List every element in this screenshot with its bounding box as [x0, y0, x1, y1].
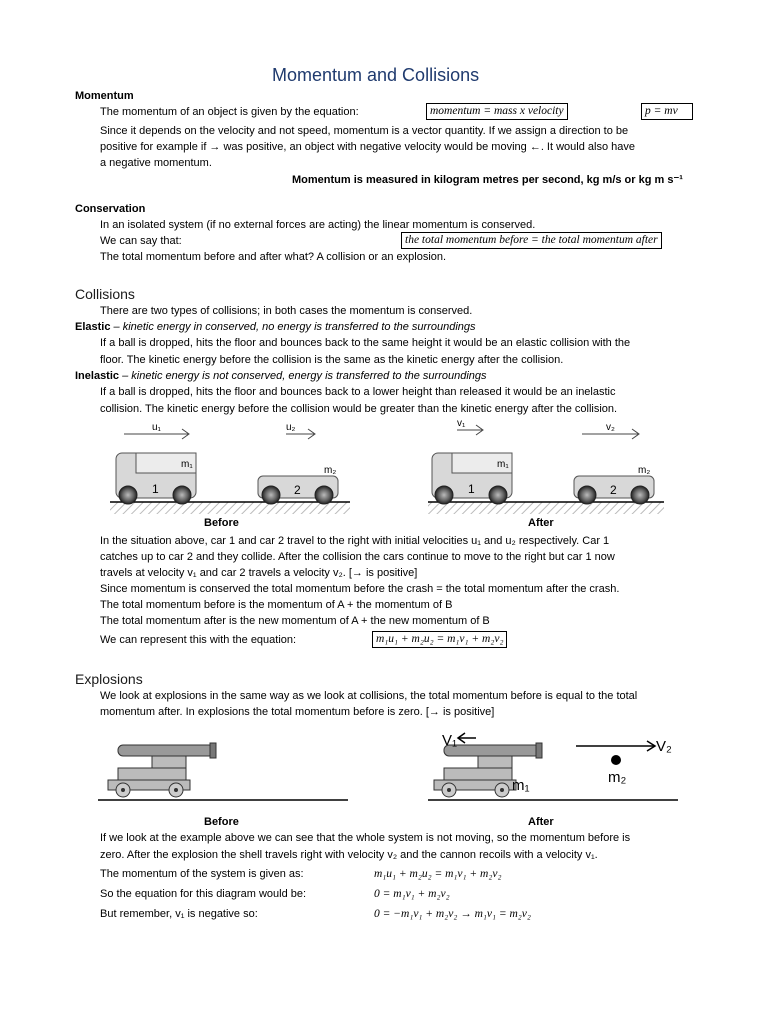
collision-diagram: [108, 418, 668, 518]
explosion-explain-2: zero. After the explosion the shell travels right with velocity v₂ and the cannon recoils with a velocity v₁.: [100, 849, 598, 861]
elastic-definition: [75, 320, 476, 334]
explosion-row-3-eq: 0 = −m₁v₁ + m₂v₂ → m₁v₁ = m₂v₂: [374, 908, 531, 920]
collisions-heading: Collisions: [75, 286, 135, 302]
explosion-diagram: [96, 728, 696, 808]
conservation-line-3: The total momentum before and after what? A collision or an explosion.: [100, 251, 447, 263]
collision-explain-2: catches up to car 2 and they collide. After the collision the cars continue to move to the right but car 1 now: [100, 551, 615, 563]
inelastic-def: – kinetic energy is not conserved, energy is transferred to the surroundings: [119, 370, 487, 382]
explosion-row-1-label: The momentum of the system is given as:: [100, 868, 304, 880]
collision-equation-line: We can represent this with the equation:: [100, 634, 297, 646]
label-v2: V₂: [656, 738, 672, 755]
explosion-explain-1: If we look at the example above we can see that the whole system is not moving, so the momentum before is: [100, 832, 631, 844]
inelastic-para-2: collision. The kinetic energy before the collision would be greater than the kinetic energy after the collision.: [100, 403, 618, 415]
momentum-equation-symbols: p = mv: [641, 103, 693, 120]
conservation-line-1: In an isolated system (if no external forces are acting) the linear momentum is conserved.: [100, 219, 536, 231]
collision-explain-4: Since momentum is conserved the total momentum before the crash = the total momentum after the crash.: [100, 583, 620, 595]
arrow-v1-left: [458, 733, 476, 743]
inelastic-para-1: If a ball is dropped, hits the floor and bounces back to a lower height than released it would be an inelastic: [100, 386, 616, 398]
label-u1: u₁: [152, 422, 161, 433]
label-m2-before: m₂: [324, 465, 337, 476]
explosion-row-3-label: But remember, v₁ is negative so:: [100, 908, 258, 920]
momentum-equation-words: momentum = mass x velocity: [426, 103, 568, 120]
elastic-para-1: If a ball is dropped, hits the floor and bounces back to the same height it would be an elastic collision with the: [100, 337, 631, 349]
explosion-row-2-eq: 0 = m₁v₁ + m₂v₂: [374, 888, 450, 900]
elastic-para-2: floor. The kinetic energy before the collision is the same as the kinetic energy after the collision.: [100, 354, 564, 366]
momentum-para-2: positive for example if → was positive, an object with negative velocity would be moving ←. It would also have: [100, 141, 635, 153]
explosions-heading: Explosions: [75, 671, 143, 687]
conservation-equation: the total momentum before = the total momentum after: [401, 232, 662, 249]
inelastic-label: Inelastic: [75, 370, 120, 382]
ground-before: [110, 502, 350, 514]
elastic-def: – kinetic energy in conserved, no energy is transferred to the surroundings: [110, 321, 476, 333]
collision-explain-5: The total momentum before is the momentum of A + the momentum of B: [100, 599, 453, 611]
collision-explain-3: travels at velocity v₁ and car 2 travels a velocity v₂. [→ is positive]: [100, 567, 418, 579]
explosion-row-1-eq: m₁u₁ + m₂u₂ = m₁v₁ + m₂v₂: [374, 868, 502, 880]
collisions-intro: There are two types of collisions; in both cases the momentum is conserved.: [100, 305, 473, 317]
momentum-heading: Momentum: [75, 90, 134, 102]
label-m2-after: m₂: [638, 465, 651, 476]
explosion-row-2-label: So the equation for this diagram would be:: [100, 888, 307, 900]
explosion-before-label: Before: [204, 816, 239, 828]
momentum-line: The momentum of an object is given by the equation:: [100, 106, 359, 118]
collision-before-label: Before: [204, 517, 239, 529]
explosions-para-2: momentum after. In explosions the total momentum before is zero. [→ is positive]: [100, 706, 495, 718]
label-v1: V₁: [442, 732, 458, 749]
collision-after-label: After: [528, 517, 554, 529]
elastic-label: Elastic: [75, 321, 111, 333]
explosion-after-label: After: [528, 816, 554, 828]
conservation-heading: Conservation: [75, 203, 146, 215]
explosions-para-1: We look at explosions in the same way as we look at collisions, the total momentum before is equal to the total: [100, 690, 638, 702]
car-2-after-number: 2: [610, 483, 617, 497]
page-title: Momentum and Collisions: [272, 65, 480, 85]
conservation-line-2: We can say that:: [100, 235, 182, 247]
car-1-number: 1: [152, 482, 159, 496]
collision-explain-6: The total momentum after is the new momentum of A + the new momentum of B: [100, 615, 490, 627]
shell: [611, 755, 621, 765]
inelastic-definition: [75, 369, 487, 383]
label-m1-before: m₁: [181, 459, 193, 470]
label-m2: m₂: [608, 769, 627, 786]
momentum-para-1: Since it depends on the velocity and not speed, momentum is a vector quantity. If we assign a direction to be: [100, 125, 629, 137]
cannon-before: [108, 743, 216, 797]
label-m1: m₁: [512, 777, 530, 794]
ground-after: [428, 502, 664, 514]
label-v2: v₂: [606, 422, 615, 433]
label-v1: v₁: [457, 418, 466, 429]
arrow-v2-right: [576, 741, 655, 751]
momentum-units: Momentum is measured in kilogram metres per second, kg m/s or kg m s⁻¹: [292, 174, 683, 186]
collision-explain-1: In the situation above, car 1 and car 2 travel to the right with initial velocities u₁ and u₂ respectively. Car 1: [100, 535, 610, 547]
car-2-number: 2: [294, 483, 301, 497]
collision-equation: m₁u₁ + m₂u₂ = m₁v₁ + m₂v₂: [372, 631, 507, 648]
momentum-para-3: a negative momentum.: [100, 157, 212, 169]
label-m1-after: m₁: [497, 459, 509, 470]
car-1-after-number: 1: [468, 482, 475, 496]
label-u2: u₂: [286, 422, 296, 433]
